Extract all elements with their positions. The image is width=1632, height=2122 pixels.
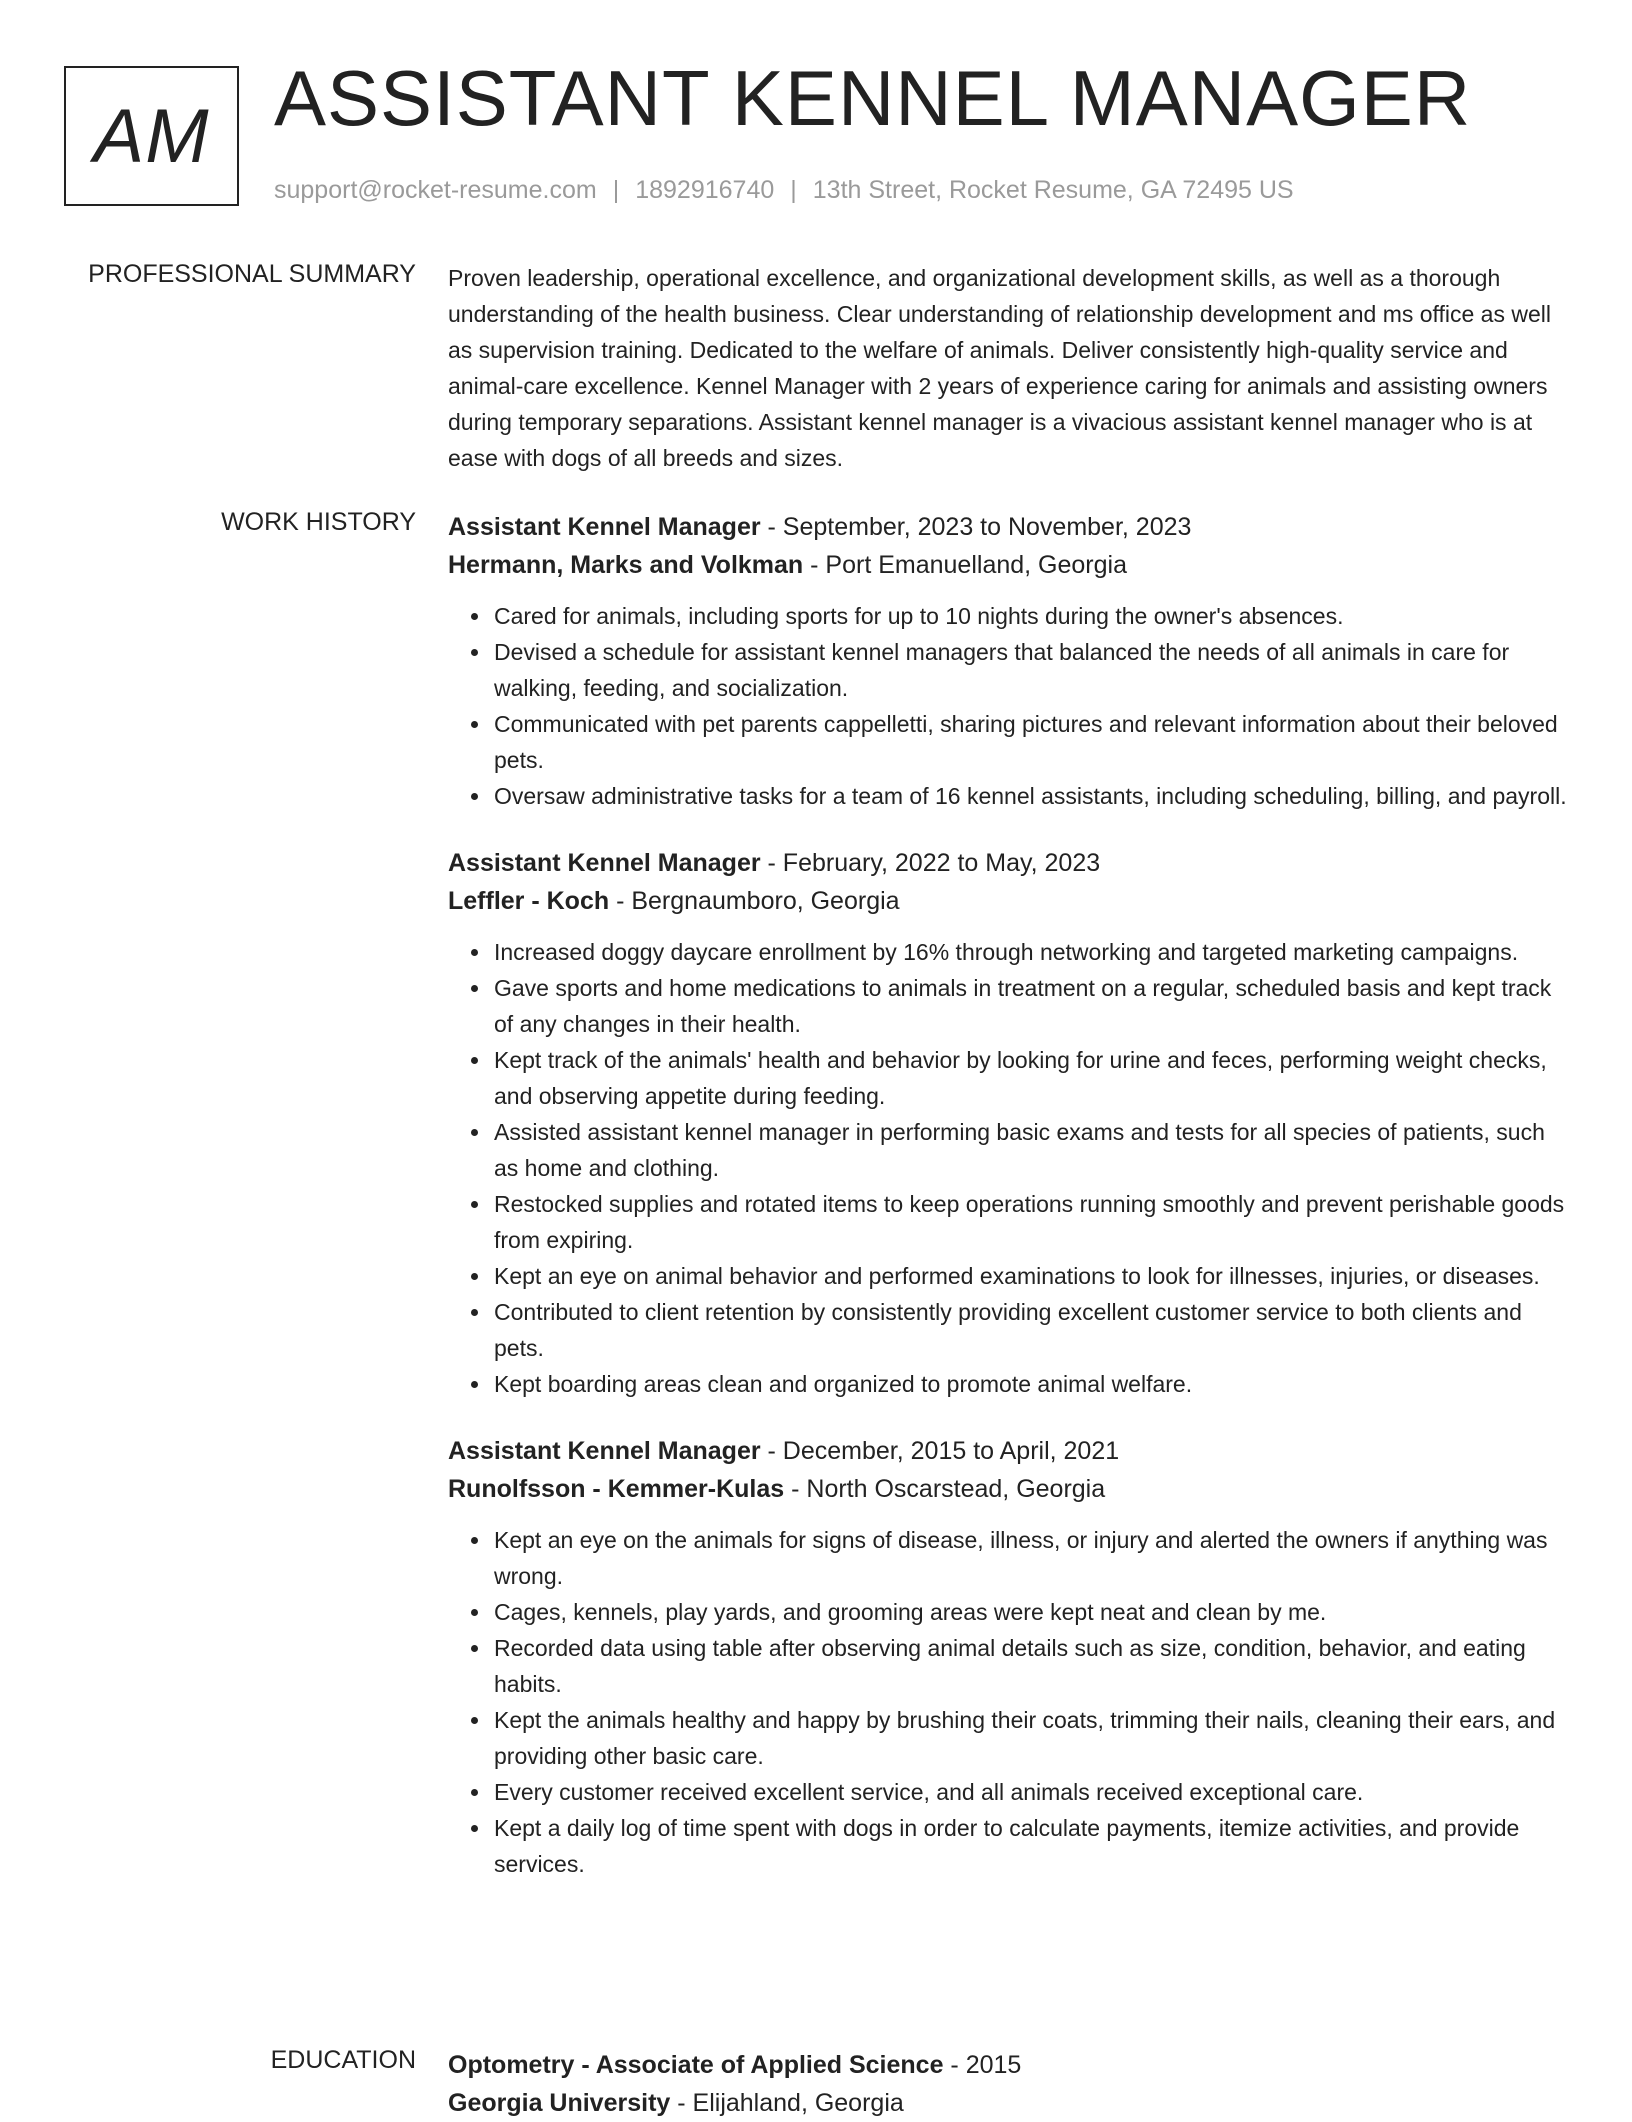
list-item: • Gave sports and home medications to animals in treatment on a regular, scheduled basis and kept track of any changes in their health. (492, 970, 1568, 1042)
list-item: • Devised a schedule for assistant kennel managers that balanced the needs of all animals in care for walking, feeding, and socialization. (492, 634, 1568, 706)
contact-line (274, 176, 1294, 205)
job-title: Assistant Kennel Manager (448, 849, 761, 877)
school: Georgia University (448, 2089, 671, 2117)
job-location: - North Oscarstead, Georgia (784, 1475, 1106, 1503)
list-item: • Contributed to client retention by consistently providing excellent customer service to both clients and pets. (492, 1294, 1568, 1366)
job-location: - Bergnaumboro, Georgia (609, 887, 900, 915)
list-item: • Cages, kennels, play yards, and grooming areas were kept neat and clean by me. (492, 1594, 1568, 1630)
list-item: • Kept track of the animals' health and behavior by looking for urine and feces, performing weight checks, and observing appetite during feeding. (492, 1042, 1568, 1114)
address: 13th Street, Rocket Resume, GA 72495 US (812, 176, 1294, 204)
section-label: WORK HISTORY (221, 508, 416, 536)
job-title-line (448, 1432, 1568, 1470)
job-dates: - February, 2022 to May, 2023 (760, 849, 1101, 877)
list-item: • Assisted assistant kennel manager in performing basic exams and tests for all species of patients, such as home and clothing. (492, 1114, 1568, 1186)
phone[interactable]: 1892916740 (635, 176, 775, 204)
monogram: AM (64, 66, 239, 206)
list-item: • Increased doggy daycare enrollment by 16% through networking and targeted marketing campaigns. (492, 934, 1568, 970)
list-item: • Kept a daily log of time spent with dogs in order to calculate payments, itemize activities, and provide services. (492, 1810, 1568, 1882)
job-company: Hermann, Marks and Volkman (448, 551, 804, 579)
separator: | (790, 176, 797, 204)
list-item: • Cared for animals, including sports for up to 10 nights during the owner's absences. (492, 598, 1568, 634)
job-company-line (448, 546, 1568, 584)
degree-year: - 2015 (943, 2051, 1022, 2079)
job-company: Runolfsson - Kemmer-Kulas (448, 1475, 785, 1503)
job-location: - Port Emanuelland, Georgia (803, 551, 1127, 579)
email[interactable]: support@rocket-resume.com (274, 176, 597, 204)
list-item: • Kept boarding areas clean and organized to promote animal welfare. (492, 1366, 1568, 1402)
job-title-line (448, 508, 1568, 546)
job-entry (448, 1432, 1568, 1882)
list-item: • Oversaw administrative tasks for a team of 16 kennel assistants, including scheduling, billing, and payroll. (492, 778, 1568, 814)
separator: | (612, 176, 620, 204)
job-list (448, 508, 1568, 1912)
job-title: Assistant Kennel Manager (448, 513, 761, 541)
list-item: • Communicated with pet parents cappelletti, sharing pictures and relevant information about their beloved pets. (492, 706, 1568, 778)
degree: Optometry - Associate of Applied Science (448, 2051, 944, 2079)
job-bullets (448, 1522, 1568, 1882)
list-item: • Kept an eye on the animals for signs of disease, illness, or injury and alerted the owners if anything was wrong. (492, 1522, 1568, 1594)
list-item: • Restocked supplies and rotated items to keep operations running smoothly and prevent perishable goods from expiring. (492, 1186, 1568, 1258)
job-company-line (448, 1470, 1568, 1508)
summary-text: Proven leadership, operational excellence, and organizational development skills, as well as a thorough understanding of the health business. Clear understanding of relationship development and ms office as well as supervision training. Dedicated to the welfare of animals. Deliver consistently high-quality service and animal-care excellence. Kennel Manager with 2 years of experience caring for animals and assisting owners during temporary separations. Assistant kennel manager is a vivacious assistant kennel manager who is at ease with dogs of all breeds and sizes. (448, 265, 1551, 471)
section-label: PROFESSIONAL SUMMARY (88, 260, 416, 288)
job-entry (448, 844, 1568, 1402)
job-title-line (448, 844, 1568, 882)
job-dates: - September, 2023 to November, 2023 (760, 513, 1192, 541)
list-item: • Every customer received excellent service, and all animals received exceptional care. (492, 1774, 1568, 1810)
school-location: - Elijahland, Georgia (670, 2089, 904, 2117)
job-dates: - December, 2015 to April, 2021 (760, 1437, 1120, 1465)
job-bullets (448, 934, 1568, 1402)
job-bullets (448, 598, 1568, 814)
job-title: Assistant Kennel Manager (448, 1437, 761, 1465)
list-item: • Kept an eye on animal behavior and performed examinations to look for illnesses, injuries, or diseases. (492, 1258, 1568, 1294)
job-company-line (448, 882, 1568, 920)
section-label: EDUCATION (270, 2046, 416, 2074)
list-item: • Kept the animals healthy and happy by brushing their coats, trimming their nails, cleaning their ears, and providing other basic care. (492, 1702, 1568, 1774)
degree-line (448, 2046, 1568, 2084)
school-line (448, 2084, 1568, 2122)
job-entry (448, 508, 1568, 814)
job-company: Leffler - Koch (448, 887, 610, 915)
list-item: • Recorded data using table after observing animal details such as size, condition, behavior, and eating habits. (492, 1630, 1568, 1702)
page-title: ASSISTANT KENNEL MANAGER (274, 54, 1472, 142)
